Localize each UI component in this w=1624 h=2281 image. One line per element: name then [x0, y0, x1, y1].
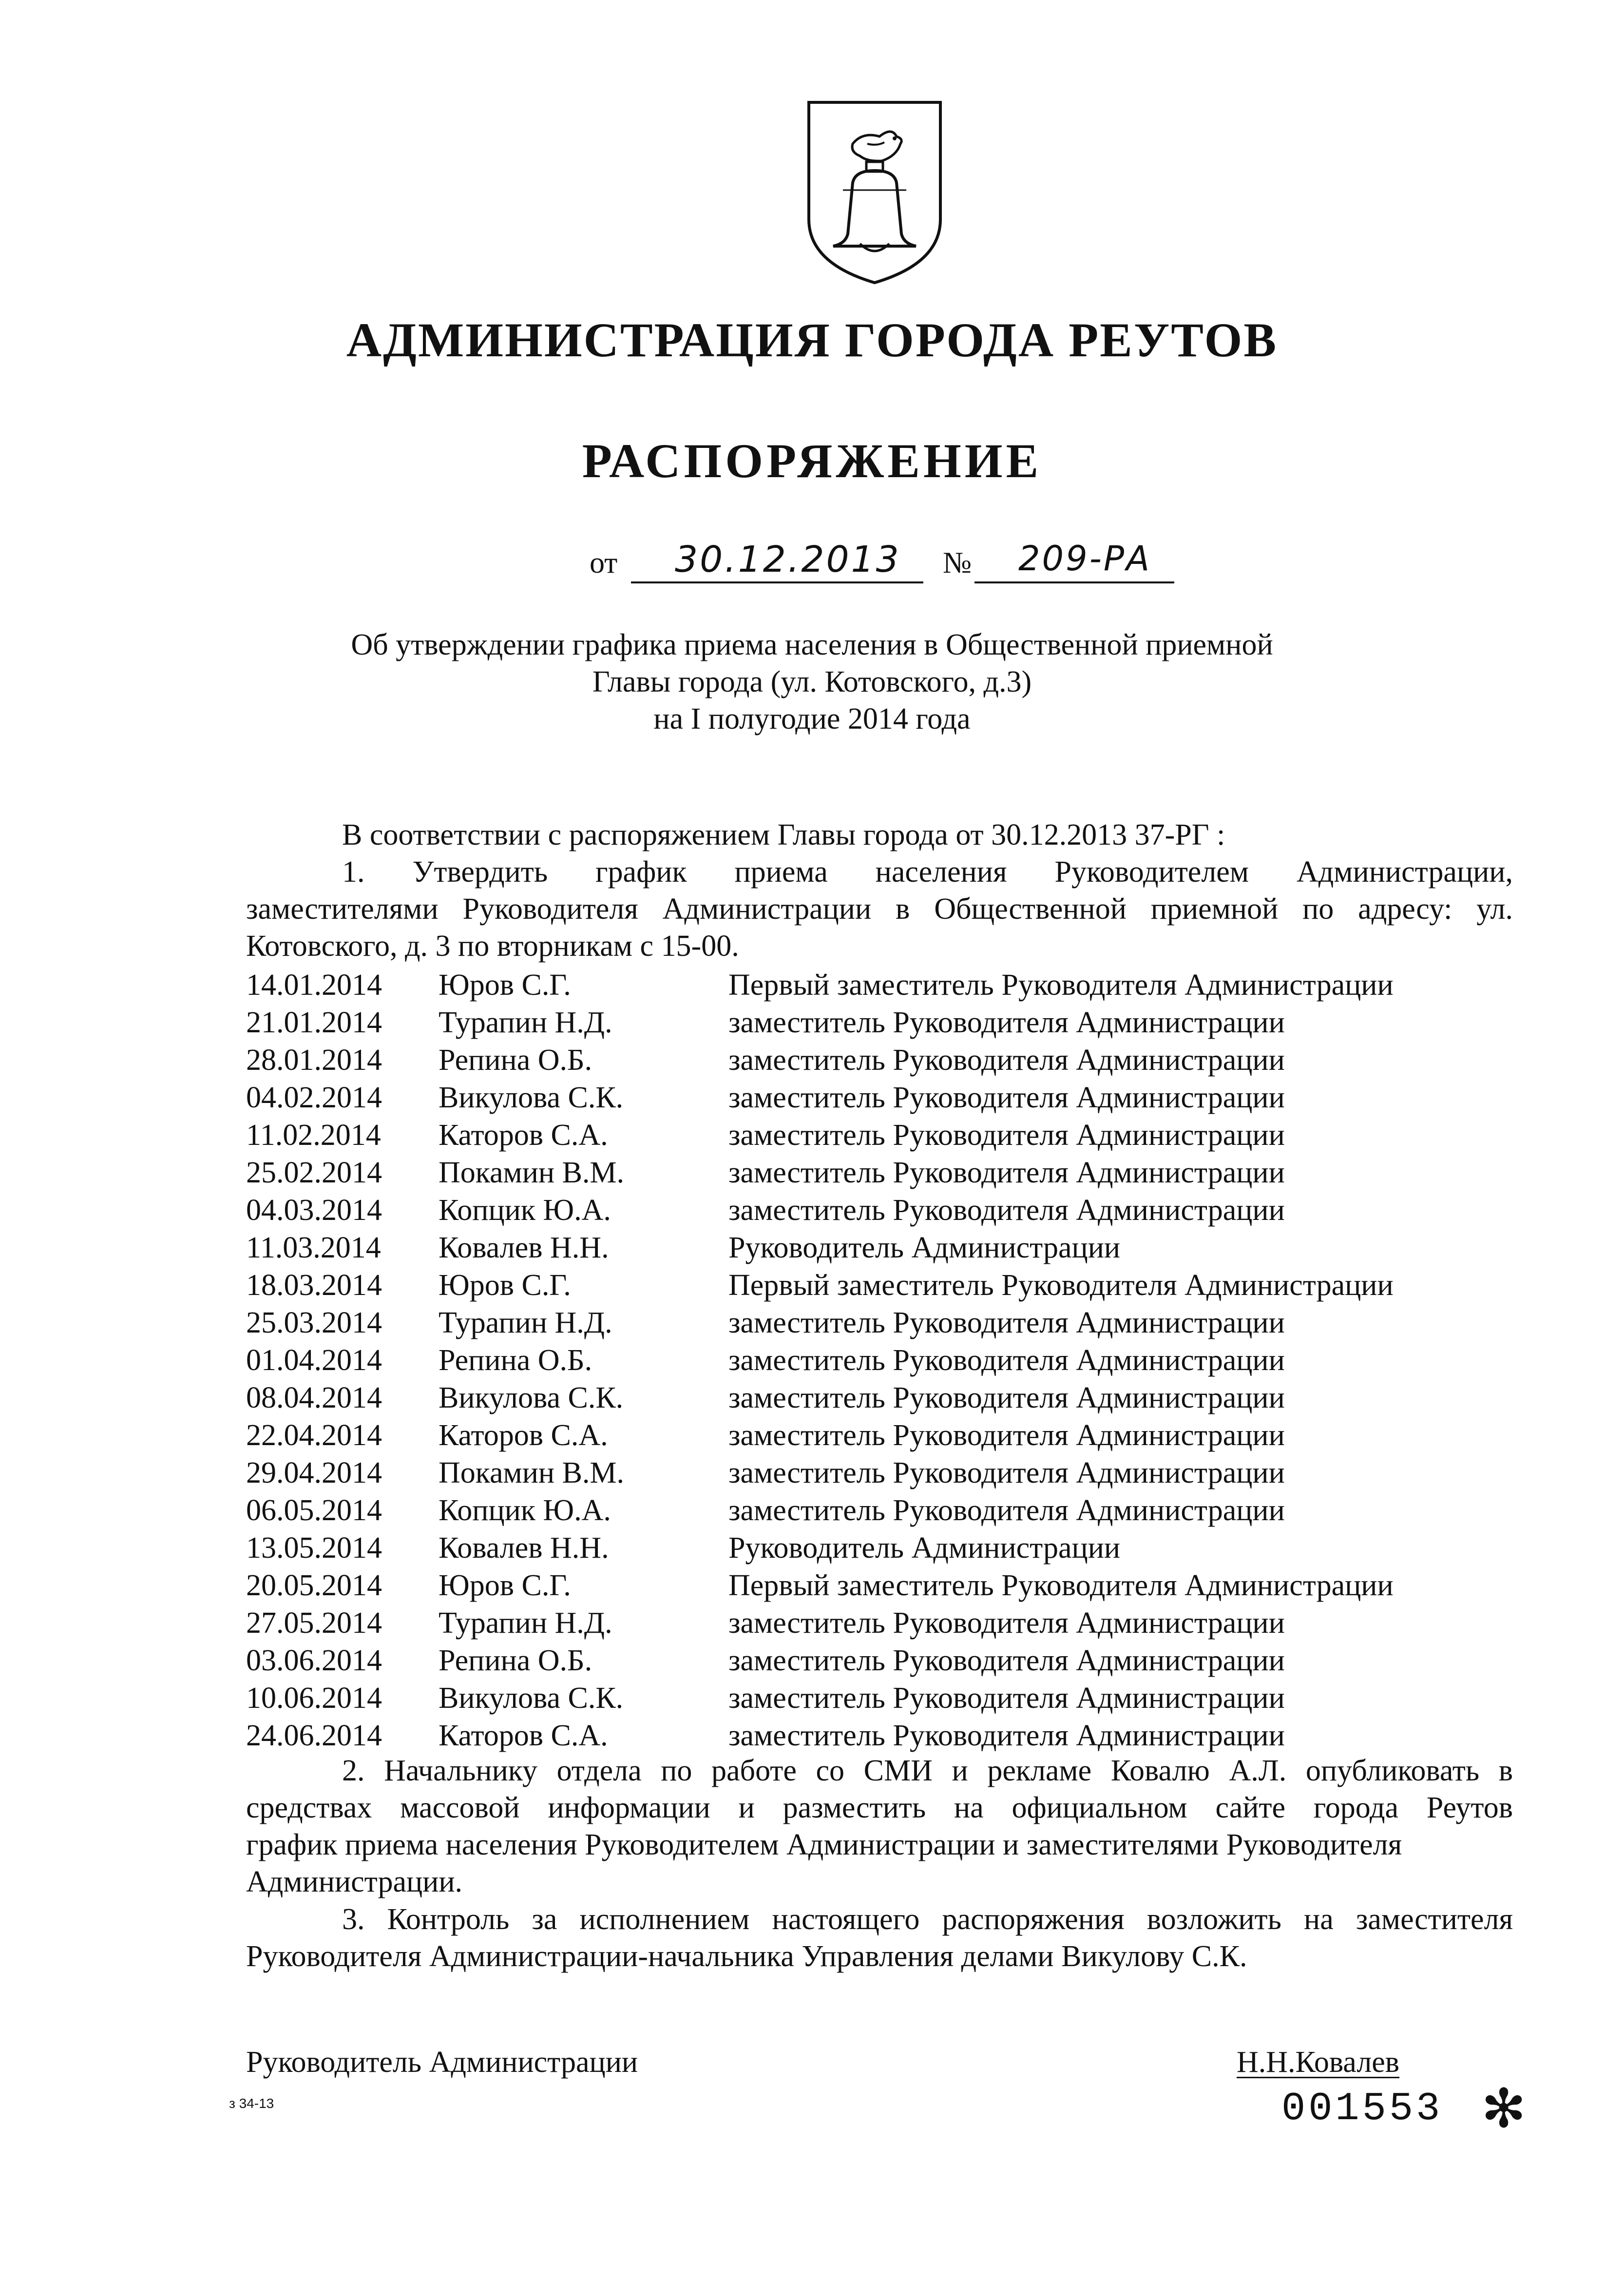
item-3-line: Руководителя Администрации-начальника Управления делами Викулову С.К. [246, 1940, 1247, 1973]
schedule-row [0, 1642, 1624, 1679]
schedule-person: Турапин Н.Д. [439, 1606, 612, 1640]
schedule-row [0, 1229, 1624, 1266]
schedule-row [0, 1454, 1624, 1491]
schedule-row [0, 1379, 1624, 1416]
schedule-row [0, 1154, 1624, 1191]
schedule-date: 27.05.2014 [246, 1606, 382, 1640]
schedule-row [0, 1079, 1624, 1116]
asterisk-mark: ✻ [1481, 2077, 1527, 2140]
schedule-position: заместитель Руководителя Администрации [728, 1381, 1285, 1414]
schedule-row [0, 1417, 1624, 1454]
schedule-position: заместитель Руководителя Администрации [728, 1044, 1285, 1077]
schedule-person: Копцик Ю.А. [439, 1194, 611, 1227]
item-1-line: Котовского, д. 3 по вторникам с 15-00. [246, 929, 739, 963]
schedule-row [0, 1042, 1624, 1079]
serial-number-stamp: 001553 [1281, 2086, 1443, 2131]
schedule-person: Ковалев Н.Н. [439, 1231, 609, 1264]
schedule-person: Репина О.Б. [439, 1644, 592, 1677]
item-1-line: заместителями Руководителя Администрации в Общественной приемной по адресу: ул. [246, 892, 1513, 926]
item-2 [246, 1752, 1513, 1900]
item-1-line: 1. Утвердить график приема населения Руководителем Администрации, [342, 855, 1513, 889]
schedule-position: заместитель Руководителя Администрации [728, 1081, 1285, 1114]
date-field [631, 539, 923, 583]
schedule-position: заместитель Руководителя Администрации [728, 1606, 1285, 1640]
schedule-position: заместитель Руководителя Администрации [728, 1419, 1285, 1452]
schedule-person: Репина О.Б. [439, 1344, 592, 1377]
schedule-date: 04.02.2014 [246, 1081, 382, 1114]
schedule-date: 18.03.2014 [246, 1269, 382, 1302]
schedule-position: заместитель Руководителя Администрации [728, 1194, 1285, 1227]
schedule-row [0, 1192, 1624, 1229]
preamble: В соответствии с распоряжением Главы города от 30.12.2013 37-РГ : [342, 818, 1225, 851]
schedule-position: Руководитель Администрации [728, 1231, 1121, 1264]
schedule-person: Викулова С.К. [439, 1381, 624, 1414]
schedule-person: Репина О.Б. [439, 1044, 592, 1077]
schedule-date: 11.03.2014 [246, 1231, 381, 1264]
schedule-row [0, 1492, 1624, 1529]
document-code: з 34-13 [229, 2096, 274, 2111]
schedule-position: заместитель Руководителя Администрации [728, 1306, 1285, 1339]
schedule-row [0, 1117, 1624, 1154]
schedule-person: Юров С.Г. [439, 1569, 571, 1602]
item-3-line: 3. Контроль за исполнением настоящего распоряжения возложить на заместителя [342, 1903, 1513, 1936]
schedule-person: Каторов С.А. [439, 1419, 608, 1452]
subject-line: Об утверждении графика приема населения в Общественной приемной [351, 628, 1273, 661]
schedule-date: 06.05.2014 [246, 1494, 382, 1527]
item-2-line: Администрации. [246, 1865, 463, 1898]
schedule-person: Копцик Ю.А. [439, 1494, 611, 1527]
schedule-position: заместитель Руководителя Администрации [728, 1719, 1285, 1752]
coat-of-arms-icon [799, 97, 950, 288]
item-2-line: средствах массовой информации и разместить на официальном сайте города Реутов [246, 1791, 1513, 1824]
schedule-position: заместитель Руководителя Администрации [728, 1119, 1285, 1152]
schedule-date: 29.04.2014 [246, 1456, 382, 1489]
schedule-position: заместитель Руководителя Администрации [728, 1494, 1285, 1527]
schedule-row [0, 1529, 1624, 1566]
schedule-date: 14.01.2014 [246, 968, 382, 1002]
handwritten-date: 30.12.2013 [675, 539, 901, 580]
schedule-person: Каторов С.А. [439, 1719, 608, 1752]
schedule-date: 21.01.2014 [246, 1006, 382, 1039]
schedule-person: Ковалев Н.Н. [439, 1531, 609, 1565]
schedule-person: Викулова С.К. [439, 1081, 624, 1114]
schedule-person: Викулова С.К. [439, 1682, 624, 1715]
subject-line: Главы города (ул. Котовского, д.3) [592, 665, 1032, 698]
schedule-date: 11.02.2014 [246, 1119, 381, 1152]
schedule-row [0, 1342, 1624, 1379]
schedule-position: Первый заместитель Руководителя Администрации [728, 968, 1394, 1002]
schedule-position: заместитель Руководителя Администрации [728, 1644, 1285, 1677]
schedule-date: 10.06.2014 [246, 1682, 382, 1715]
schedule-date: 08.04.2014 [246, 1381, 382, 1414]
schedule-date: 28.01.2014 [246, 1044, 382, 1077]
signature-name: Н.Н.Ковалев [1237, 2046, 1400, 2079]
item-2-line: 2. Начальнику отдела по работе со СМИ и рекламе Ковалю А.Л. опубликовать в [342, 1754, 1513, 1787]
schedule-date: 20.05.2014 [246, 1569, 382, 1602]
organization-title: АДМИНИСТРАЦИЯ ГОРОДА РЕУТОВ [346, 313, 1278, 367]
schedule-row [0, 1004, 1624, 1041]
schedule-row [0, 1717, 1624, 1754]
schedule-date: 13.05.2014 [246, 1531, 382, 1565]
schedule-position: заместитель Руководителя Администрации [728, 1344, 1285, 1377]
schedule-row [0, 1304, 1624, 1341]
schedule-date: 03.06.2014 [246, 1644, 382, 1677]
schedule-person: Покамин В.М. [439, 1456, 625, 1489]
schedule-date: 22.04.2014 [246, 1419, 382, 1452]
schedule-position: Руководитель Администрации [728, 1531, 1121, 1565]
schedule-position: заместитель Руководителя Администрации [728, 1156, 1285, 1189]
document-subject [0, 626, 1624, 737]
schedule-date: 24.06.2014 [246, 1719, 382, 1752]
item-1 [246, 853, 1513, 965]
schedule-person: Каторов С.А. [439, 1119, 608, 1152]
schedule-position: заместитель Руководителя Администрации [728, 1456, 1285, 1489]
schedule-date: 04.03.2014 [246, 1194, 382, 1227]
schedule-row [0, 1604, 1624, 1642]
handwritten-number: 209-РА [1018, 539, 1151, 579]
date-number-line [590, 546, 617, 580]
schedule-row [0, 1680, 1624, 1717]
schedule-position: заместитель Руководителя Администрации [728, 1682, 1285, 1715]
schedule-position: Первый заместитель Руководителя Администрации [728, 1269, 1394, 1302]
subject-line: на I полугодие 2014 года [653, 702, 971, 735]
schedule-position: заместитель Руководителя Администрации [728, 1006, 1285, 1039]
schedule-person: Юров С.Г. [439, 968, 571, 1002]
schedule-date: 25.03.2014 [246, 1306, 382, 1339]
schedule-person: Турапин Н.Д. [439, 1306, 612, 1339]
schedule-position: Первый заместитель Руководителя Администрации [728, 1569, 1394, 1602]
number-field [974, 539, 1174, 583]
date-prefix: от [590, 546, 618, 580]
schedule-date: 25.02.2014 [246, 1156, 382, 1189]
schedule-row [0, 1267, 1624, 1304]
item-2-line: график приема населения Руководителем Администрации и заместителями Руководителя [246, 1828, 1402, 1861]
number-prefix: № [943, 546, 972, 580]
item-3 [246, 1901, 1513, 1975]
schedule-row [0, 1567, 1624, 1604]
schedule-person: Турапин Н.Д. [439, 1006, 612, 1039]
schedule-row [0, 967, 1624, 1004]
schedule-date: 01.04.2014 [246, 1344, 382, 1377]
signature-role: Руководитель Администрации [246, 2046, 638, 2079]
schedule-person: Покамин В.М. [439, 1156, 625, 1189]
document-type-title: РАСПОРЯЖЕНИЕ [582, 434, 1042, 488]
schedule-person: Юров С.Г. [439, 1269, 571, 1302]
